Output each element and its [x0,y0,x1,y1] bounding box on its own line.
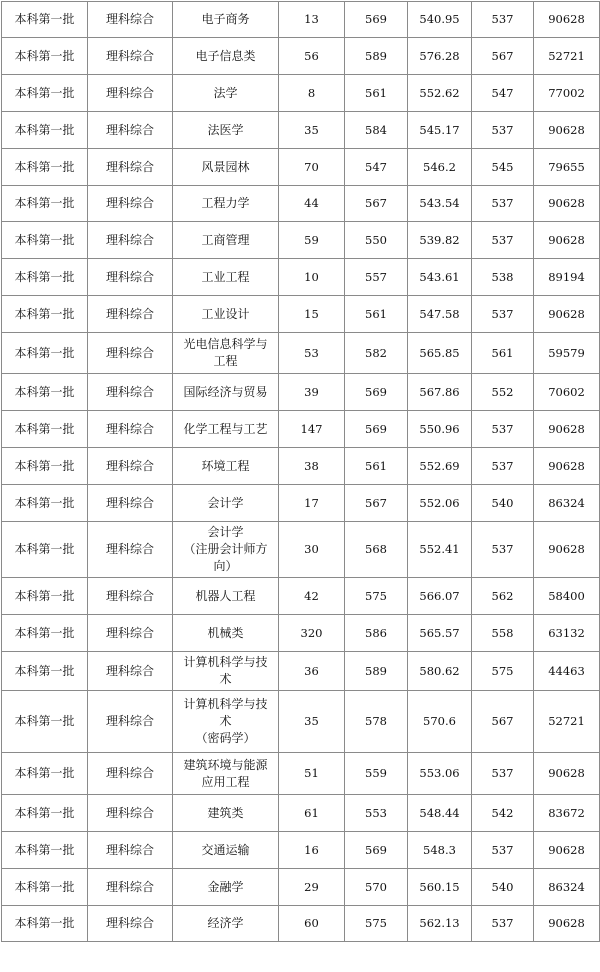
major-cell [173,149,279,186]
major-name-line: 法学 [213,85,238,100]
avg-score-cell: 580.62 [408,652,472,691]
table-row [2,691,600,753]
avg-score-cell: 546.2 [408,149,472,186]
max-score-cell: 557 [345,259,408,296]
batch-cell: 本科第一批 [2,448,88,485]
table-row [2,38,600,75]
category-cell: 理科综合 [88,869,173,906]
min-rank-cell: 77002 [534,75,600,112]
category-cell: 理科综合 [88,374,173,411]
major-cell [173,2,279,38]
batch-cell: 本科第一批 [2,75,88,112]
category-cell: 理科综合 [88,222,173,259]
min-rank-cell: 86324 [534,485,600,522]
category-cell: 理科综合 [88,522,173,578]
table-row [2,75,600,112]
major-cell [173,296,279,333]
batch-cell: 本科第一批 [2,906,88,942]
max-score-cell: 568 [345,522,408,578]
category-cell: 理科综合 [88,149,173,186]
major-cell [173,691,279,753]
min-rank-cell: 90628 [534,753,600,795]
table-row [2,869,600,906]
table-row [2,795,600,832]
min-score-cell: 537 [472,296,534,333]
major-cell [173,112,279,149]
major-name-line: 术 [219,672,232,686]
major-name-line: 光电信息科学与 [183,337,268,351]
max-score-cell: 561 [345,296,408,333]
table-row [2,149,600,186]
category-cell: 理科综合 [88,832,173,869]
category-cell: 理科综合 [88,112,173,149]
major-name-line: 建筑环境与能源 [183,757,268,772]
min-rank-cell: 90628 [534,522,600,578]
max-score-cell: 550 [345,222,408,259]
major-name-line: （密码学） [195,731,256,745]
plan-count-cell: 60 [279,906,345,942]
avg-score-cell: 548.3 [408,832,472,869]
batch-cell: 本科第一批 [2,691,88,753]
category-cell: 理科综合 [88,2,173,38]
max-score-cell: 570 [345,869,408,906]
min-rank-cell: 90628 [534,186,600,222]
category-cell: 理科综合 [88,485,173,522]
plan-count-cell: 35 [279,691,345,753]
max-score-cell: 584 [345,112,408,149]
major-cell [173,75,279,112]
table-row [2,296,600,333]
max-score-cell: 569 [345,411,408,448]
table-row [2,411,600,448]
min-score-cell: 545 [472,149,534,186]
min-rank-cell: 90628 [534,112,600,149]
plan-count-cell: 10 [279,259,345,296]
plan-count-cell: 35 [279,112,345,149]
min-score-cell: 567 [472,38,534,75]
avg-score-cell: 565.85 [408,333,472,374]
batch-cell: 本科第一批 [2,795,88,832]
major-name-line: 国际经济与贸易 [183,384,268,399]
major-name-line: 建筑类 [207,805,244,820]
min-score-cell: 537 [472,906,534,942]
admission-scores-table [1,1,600,942]
avg-score-cell: 576.28 [408,38,472,75]
avg-score-cell: 550.96 [408,411,472,448]
max-score-cell: 561 [345,75,408,112]
major-name-line: 交通运输 [201,842,250,857]
table-row [2,578,600,615]
major-cell [173,832,279,869]
major-name-line: 电子商务 [201,12,250,26]
min-score-cell: 537 [472,2,534,38]
max-score-cell: 561 [345,448,408,485]
min-rank-cell: 90628 [534,222,600,259]
max-score-cell: 553 [345,795,408,832]
min-rank-cell: 52721 [534,38,600,75]
plan-count-cell: 51 [279,753,345,795]
avg-score-cell: 552.41 [408,522,472,578]
batch-cell: 本科第一批 [2,222,88,259]
avg-score-cell: 565.57 [408,615,472,652]
min-score-cell: 537 [472,222,534,259]
plan-count-cell: 13 [279,2,345,38]
plan-count-cell: 53 [279,333,345,374]
min-rank-cell: 90628 [534,2,600,38]
table-row [2,448,600,485]
major-name-line: 环境工程 [201,458,250,473]
table-row [2,485,600,522]
min-score-cell: 558 [472,615,534,652]
plan-count-cell: 44 [279,186,345,222]
min-rank-cell: 63132 [534,615,600,652]
table-row [2,222,600,259]
major-name-line: 风景园林 [201,159,250,174]
min-score-cell: 537 [472,753,534,795]
batch-cell: 本科第一批 [2,149,88,186]
major-cell [173,869,279,906]
major-cell [173,38,279,75]
plan-count-cell: 39 [279,374,345,411]
min-rank-cell: 83672 [534,795,600,832]
category-cell: 理科综合 [88,259,173,296]
batch-cell: 本科第一批 [2,374,88,411]
max-score-cell: 575 [345,906,408,942]
plan-count-cell: 70 [279,149,345,186]
major-name-line: 术 [219,714,232,728]
plan-count-cell: 147 [279,411,345,448]
min-rank-cell: 58400 [534,578,600,615]
max-score-cell: 569 [345,374,408,411]
table-row [2,522,600,578]
batch-cell: 本科第一批 [2,522,88,578]
table-body [2,2,600,942]
max-score-cell: 578 [345,691,408,753]
avg-score-cell: 566.07 [408,578,472,615]
max-score-cell: 582 [345,333,408,374]
min-score-cell: 540 [472,869,534,906]
max-score-cell: 589 [345,652,408,691]
major-name-line: 工业设计 [201,306,250,321]
category-cell: 理科综合 [88,75,173,112]
batch-cell: 本科第一批 [2,296,88,333]
table-row [2,374,600,411]
major-cell [173,578,279,615]
table-row [2,906,600,942]
major-cell [173,753,279,795]
min-score-cell: 537 [472,832,534,869]
plan-count-cell: 56 [279,38,345,75]
table-row [2,2,600,38]
min-score-cell: 575 [472,652,534,691]
batch-cell: 本科第一批 [2,652,88,691]
min-score-cell: 552 [472,374,534,411]
avg-score-cell: 552.06 [408,485,472,522]
min-score-cell: 537 [472,522,534,578]
major-name-line: 会计学 [207,495,244,510]
avg-score-cell: 548.44 [408,795,472,832]
table-row [2,259,600,296]
plan-count-cell: 61 [279,795,345,832]
batch-cell: 本科第一批 [2,112,88,149]
category-cell: 理科综合 [88,578,173,615]
major-cell [173,259,279,296]
avg-score-cell: 567.86 [408,374,472,411]
category-cell: 理科综合 [88,448,173,485]
avg-score-cell: 545.17 [408,112,472,149]
major-cell [173,448,279,485]
min-rank-cell: 59579 [534,333,600,374]
major-name-line: 机械类 [207,625,244,640]
table-row [2,753,600,795]
min-score-cell: 561 [472,333,534,374]
category-cell: 理科综合 [88,186,173,222]
table-row [2,333,600,374]
batch-cell: 本科第一批 [2,753,88,795]
major-name-line: 会计学 [207,525,244,539]
table-row [2,112,600,149]
avg-score-cell: 543.61 [408,259,472,296]
major-name-line: 经济学 [207,916,244,930]
major-name-line: 向） [213,559,238,573]
category-cell: 理科综合 [88,615,173,652]
avg-score-cell: 560.15 [408,869,472,906]
batch-cell: 本科第一批 [2,186,88,222]
major-name-line: 工业工程 [201,269,250,284]
plan-count-cell: 17 [279,485,345,522]
max-score-cell: 547 [345,149,408,186]
major-name-line: 计算机科学与技 [183,655,268,669]
major-name-line: 化学工程与工艺 [183,421,268,436]
avg-score-cell: 570.6 [408,691,472,753]
min-score-cell: 537 [472,411,534,448]
major-cell [173,222,279,259]
major-name-line: （注册会计师方 [183,542,268,556]
major-cell [173,795,279,832]
major-cell [173,906,279,942]
batch-cell: 本科第一批 [2,869,88,906]
min-score-cell: 567 [472,691,534,753]
min-rank-cell: 90628 [534,411,600,448]
avg-score-cell: 543.54 [408,186,472,222]
min-rank-cell: 90628 [534,832,600,869]
major-name-line: 工程力学 [201,196,250,210]
min-rank-cell: 90628 [534,448,600,485]
min-score-cell: 538 [472,259,534,296]
plan-count-cell: 16 [279,832,345,869]
batch-cell: 本科第一批 [2,578,88,615]
min-rank-cell: 89194 [534,259,600,296]
max-score-cell: 559 [345,753,408,795]
max-score-cell: 569 [345,2,408,38]
major-name-line: 工程 [213,354,238,368]
category-cell: 理科综合 [88,411,173,448]
major-name-line: 机器人工程 [195,588,256,603]
min-score-cell: 562 [472,578,534,615]
min-rank-cell: 52721 [534,691,600,753]
major-name-line: 计算机科学与技 [183,697,268,711]
batch-cell: 本科第一批 [2,411,88,448]
max-score-cell: 567 [345,186,408,222]
major-cell [173,374,279,411]
min-rank-cell: 79655 [534,149,600,186]
avg-score-cell: 539.82 [408,222,472,259]
plan-count-cell: 36 [279,652,345,691]
min-rank-cell: 70602 [534,374,600,411]
min-score-cell: 537 [472,448,534,485]
min-rank-cell: 44463 [534,652,600,691]
major-cell [173,522,279,578]
batch-cell: 本科第一批 [2,2,88,38]
avg-score-cell: 547.58 [408,296,472,333]
max-score-cell: 575 [345,578,408,615]
batch-cell: 本科第一批 [2,615,88,652]
plan-count-cell: 42 [279,578,345,615]
major-cell [173,615,279,652]
min-rank-cell: 90628 [534,906,600,942]
major-cell [173,333,279,374]
max-score-cell: 589 [345,38,408,75]
plan-count-cell: 30 [279,522,345,578]
batch-cell: 本科第一批 [2,259,88,296]
min-rank-cell: 90628 [534,296,600,333]
table-row [2,186,600,222]
category-cell: 理科综合 [88,38,173,75]
plan-count-cell: 15 [279,296,345,333]
plan-count-cell: 38 [279,448,345,485]
min-score-cell: 542 [472,795,534,832]
major-name-line: 金融学 [207,879,244,894]
max-score-cell: 586 [345,615,408,652]
major-cell [173,411,279,448]
min-score-cell: 540 [472,485,534,522]
min-score-cell: 537 [472,186,534,222]
category-cell: 理科综合 [88,906,173,942]
major-name-line: 应用工程 [201,774,250,789]
min-score-cell: 547 [472,75,534,112]
plan-count-cell: 320 [279,615,345,652]
avg-score-cell: 552.69 [408,448,472,485]
plan-count-cell: 29 [279,869,345,906]
category-cell: 理科综合 [88,691,173,753]
major-name-line: 工商管理 [201,232,250,247]
category-cell: 理科综合 [88,333,173,374]
min-rank-cell: 86324 [534,869,600,906]
plan-count-cell: 59 [279,222,345,259]
max-score-cell: 569 [345,832,408,869]
table-row [2,652,600,691]
category-cell: 理科综合 [88,795,173,832]
batch-cell: 本科第一批 [2,38,88,75]
batch-cell: 本科第一批 [2,832,88,869]
table-row [2,615,600,652]
plan-count-cell: 8 [279,75,345,112]
category-cell: 理科综合 [88,296,173,333]
table-row [2,832,600,869]
major-name-line: 电子信息类 [195,48,256,63]
major-cell [173,186,279,222]
major-cell [173,485,279,522]
min-score-cell: 537 [472,112,534,149]
avg-score-cell: 540.95 [408,2,472,38]
category-cell: 理科综合 [88,753,173,795]
avg-score-cell: 562.13 [408,906,472,942]
avg-score-cell: 552.62 [408,75,472,112]
major-cell [173,652,279,691]
avg-score-cell: 553.06 [408,753,472,795]
batch-cell: 本科第一批 [2,333,88,374]
major-name-line: 法医学 [207,122,244,137]
batch-cell: 本科第一批 [2,485,88,522]
max-score-cell: 567 [345,485,408,522]
category-cell: 理科综合 [88,652,173,691]
